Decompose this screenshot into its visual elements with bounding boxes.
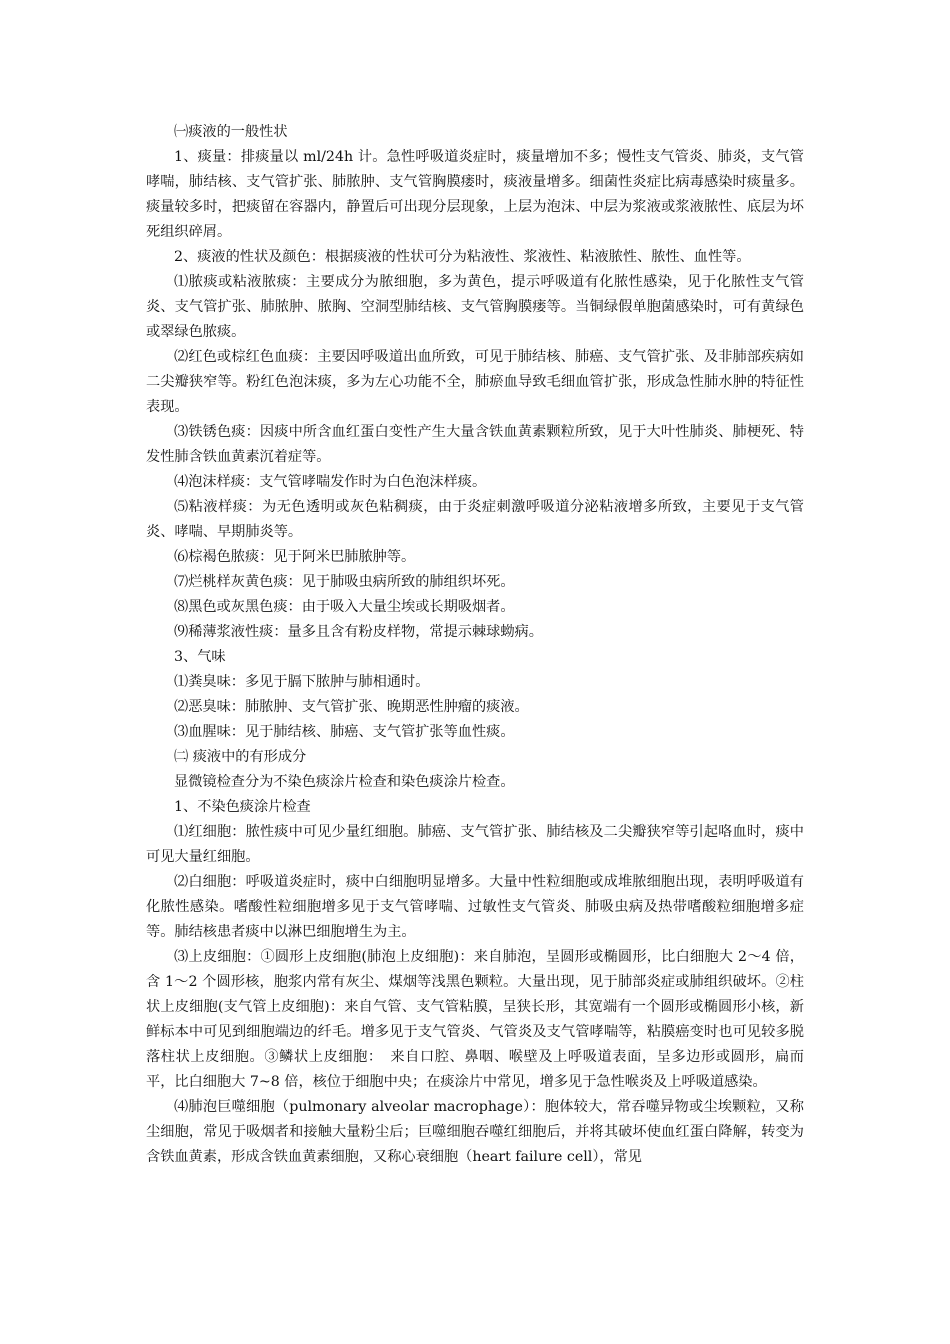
list-item: ⑷肺泡巨噬细胞（pulmonary alveolar macrophage）：胞体较大，常吞噬异物或尘埃颗粒，又称尘细胞，常见于吸烟者和接触大量粉尘后；巨噬细胞吞噬红细胞后，并将其破坏使血红蛋白降解，转变为含铁血黄素，形成含铁血黄素细胞，又称心衰细胞（heart failure cell），常见 — [146, 1099, 804, 1165]
subheading-unstained-smear: 1、不染色痰涂片检查 — [174, 799, 311, 815]
document-body — [146, 120, 804, 1170]
list-item: ⑶上皮细胞：①圆形上皮细胞(肺泡上皮细胞)：来自肺泡，呈圆形或椭圆形，比白细胞大 2～4 倍，含 1～2 个圆形核，胞浆内常有灰尘、煤烟等浅黑色颗粒。大量出现，见于肺部炎症或肺组织破坏。②柱状上皮细胞(支气管上皮细胞)：来自气管、支气管粘膜，呈狭长形，其宽端有一个圆形或椭圆形小核，新鲜标本中可见到细胞端边的纤毛。增多见于支气管炎、气管炎及支气管哮喘等，粘膜癌变时也可见较多脱落柱状上皮细胞。③鳞状上皮细胞： 来自口腔、鼻咽、喉壁及上呼吸道表面，呈多边形或圆形，扁而平，比白细胞大 7~8 倍，核位于细胞中央；在痰涂片中常见，增多见于急性喉炎及上呼吸道感染。 — [146, 949, 804, 1090]
list-item: ⑴脓痰或粘液脓痰：主要成分为脓细胞，多为黄色，提示呼吸道有化脓性感染，见于化脓性支气管炎、支气管扩张、肺脓肿、脓胸、空洞型肺结核、支气管胸膜瘘等。当铜绿假单胞菌感染时，可有黄绿色或翠绿色脓痰。 — [146, 274, 804, 340]
section-heading-formed-elements: ㈡ 痰液中的有形成分 — [174, 749, 307, 765]
list-item: ⑵恶臭味：肺脓肿、支气管扩张、晚期恶性肿瘤的痰液。 — [174, 699, 529, 715]
list-item: ⑺烂桃样灰黄色痰：见于肺吸虫病所致的肺组织坏死。 — [174, 574, 515, 590]
subheading-odor: 3、气味 — [174, 649, 226, 665]
list-item: ⑴粪臭味：多见于膈下脓肿与肺相通时。 — [174, 674, 430, 690]
list-item: ⑹棕褐色脓痰：见于阿米巴肺脓肿等。 — [174, 549, 416, 565]
list-item: ⑻黑色或灰黑色痰：由于吸入大量尘埃或长期吸烟者。 — [174, 599, 515, 615]
list-item: ⑵红色或棕红色血痰：主要因呼吸道出血所致，可见于肺结核、肺癌、支气管扩张、及非肺部疾病如二尖瓣狭窄等。粉红色泡沫痰，多为左心功能不全，肺瘀血导致毛细血管扩张，形成急性肺水肿的特征性表现。 — [146, 349, 804, 415]
list-item: ⑼稀薄浆液性痰：量多且含有粉皮样物，常提示棘球蚴病。 — [174, 624, 543, 640]
list-item: ⑸粘液样痰：为无色透明或灰色粘稠痰，由于炎症刺激呼吸道分泌粘液增多所致，主要见于支气管炎、哮喘、早期肺炎等。 — [146, 499, 804, 540]
list-item: ⑴红细胞：脓性痰中可见少量红细胞。肺癌、支气管扩张、肺结核及二尖瓣狭窄等引起咯血时，痰中可见大量红细胞。 — [146, 824, 804, 865]
section-heading-general: ㈠痰液的一般性状 — [174, 124, 288, 140]
list-item: ⑷泡沫样痰：支气管哮喘发作时为白色泡沫样痰。 — [174, 474, 487, 490]
paragraph-sputum-volume: 1、痰量：排痰量以 ml/24h 计。急性呼吸道炎症时，痰量增加不多；慢性支气管炎、肺炎，支气管哮喘，肺结核、支气管扩张、肺脓肿、支气管胸膜瘘时，痰液量增多。细菌性炎症比病毒感染时痰量多。痰量较多时，把痰留在容器内，静置后可出现分层现象，上层为泡沫、中层为浆液或浆液脓性、底层为坏死组织碎屑。 — [146, 149, 804, 240]
paragraph-sputum-nature: 2、痰液的性状及颜色：根据痰液的性状可分为粘液性、浆液性、粘液脓性、脓性、血性等。 — [174, 249, 751, 265]
list-item: ⑵白细胞：呼吸道炎症时，痰中白细胞明显增多。大量中性粒细胞或成堆脓细胞出现，表明呼吸道有化脓性感染。嗜酸性粒细胞增多见于支气管哮喘、过敏性支气管炎、肺吸虫病及热带嗜酸粒细胞增多症等。肺结核患者痰中以淋巴细胞增生为主。 — [146, 874, 804, 940]
list-item: ⑶血腥味：见于肺结核、肺癌、支气管扩张等血性痰。 — [174, 724, 515, 740]
paragraph-microscopy-intro: 显微镜检查分为不染色痰涂片检查和染色痰涂片检查。 — [174, 774, 515, 790]
list-item: ⑶铁锈色痰：因痰中所含血红蛋白变性产生大量含铁血黄素颗粒所致，见于大叶性肺炎、肺梗死、特发性肺含铁血黄素沉着症等。 — [146, 424, 804, 465]
